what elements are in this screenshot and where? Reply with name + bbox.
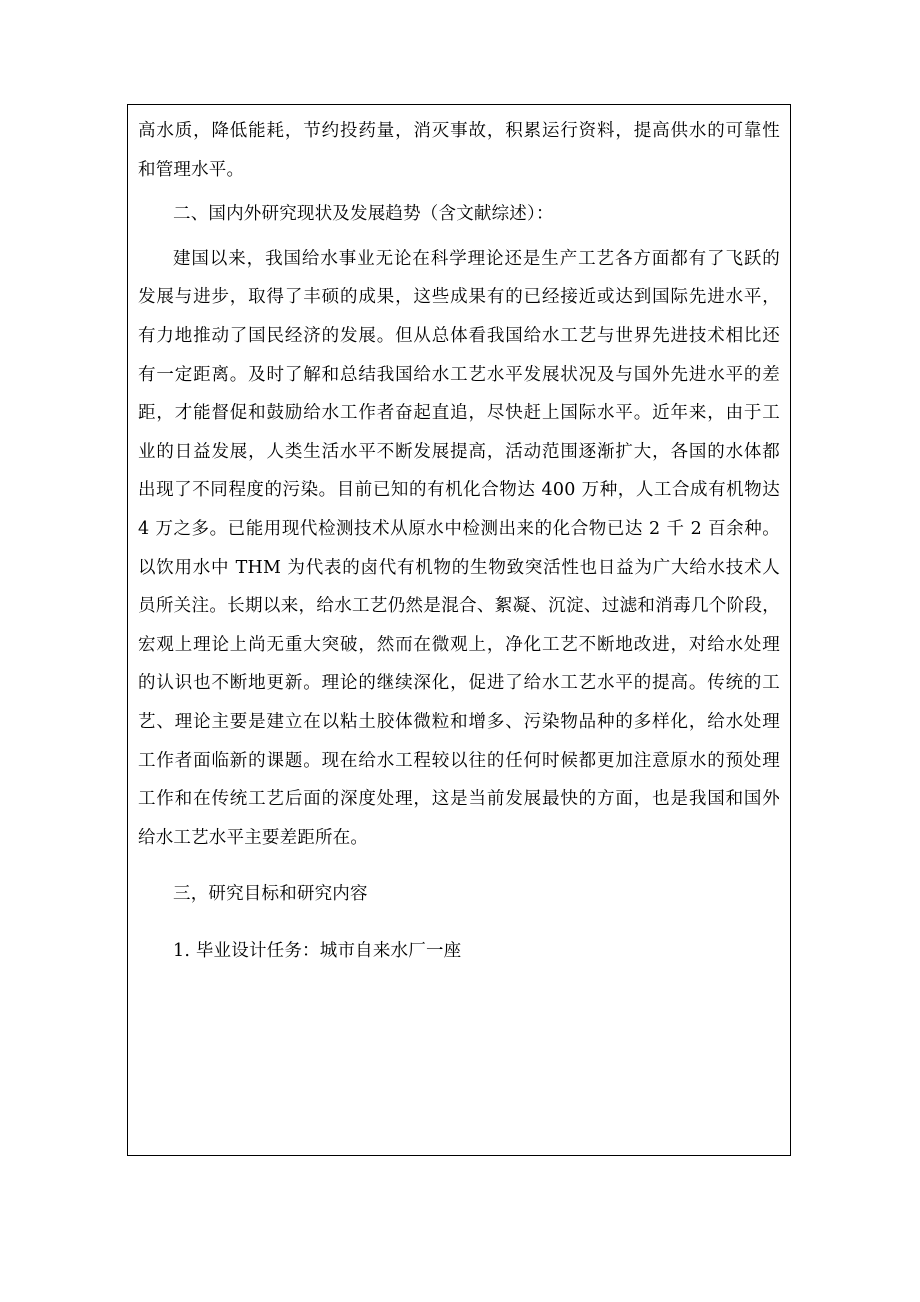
text-line: 发展与进步，取得了丰硕的成果，这些成果有的已经接近或达到国际先进水平， [138,287,780,308]
text-line: 业的日益发展，人类生活水平不断发展提高，活动范围逐渐扩大，各国的水体都 [138,441,780,462]
text-line: 距，才能督促和鼓励给水工作者奋起直追，尽快赶上国际水平。近年来，由于工 [138,403,780,424]
text-line: 艺、理论主要是建立在以粘土胶体微粒和增多、污染物品种的多样化，给水处理 [138,711,780,732]
text-line: 4 万之多。已能用现代检测技术从原水中检测出来的化合物已达 2 千 2 百余种。 [138,518,780,539]
text-line: 建国以来，我国给水事业无论在科学理论还是生产工艺各方面都有了飞跃的 [173,248,780,269]
text-line: 和管理水平。 [138,159,245,180]
intro-paragraph [138,112,780,189]
text-line: 工作者面临新的课题。现在给水工程较以往的任何时候都更加注意原水的预处理 [138,750,780,771]
text-line: 给水工艺水平主要差距所在。 [138,827,369,848]
text-line: 宏观上理论上尚无重大突破，然而在微观上，净化工艺不断地改进，对给水处理 [138,634,780,655]
text-line: 以饮用水中 THM 为代表的卤代有机物的生物致突活性也日益为广大给水技术人 [138,557,780,578]
text-line: 出现了不同程度的污染。目前已知的有机化合物达 400 万种，人工合成有机物达 [138,480,780,501]
text-line: 有力地推动了国民经济的发展。但从总体看我国给水工艺与世界先进技术相比还 [138,325,780,346]
document-body [138,112,780,970]
section-3-heading: 三，研究目标和研究内容 [173,884,368,905]
section-2-heading: 二、国内外研究现状及发展趋势（含文献综述）： [173,204,554,225]
text-line: 的认识也不断地更新。理论的继续深化，促进了给水工艺水平的提高。传统的工 [138,673,780,694]
text-line: 有一定距离。及时了解和总结我国给水工艺水平发展状况及与国外先进水平的差 [138,364,780,385]
text-line: 员所关注。长期以来，给水工艺仍然是混合、絮凝、沉淀、过滤和消毒几个阶段， [138,596,780,617]
text-line: 高水质，降低能耗，节约投药量，消灭事故，积累运行资料，提高供水的可靠性 [138,121,780,141]
text-line: 工作和在传统工艺后面的深度处理，这是当前发展最快的方面，也是我国和国外 [138,789,780,810]
task-item-1: 1. 毕业设计任务：城市自来水厂一座 [173,940,462,961]
section-2-paragraph [138,240,780,858]
